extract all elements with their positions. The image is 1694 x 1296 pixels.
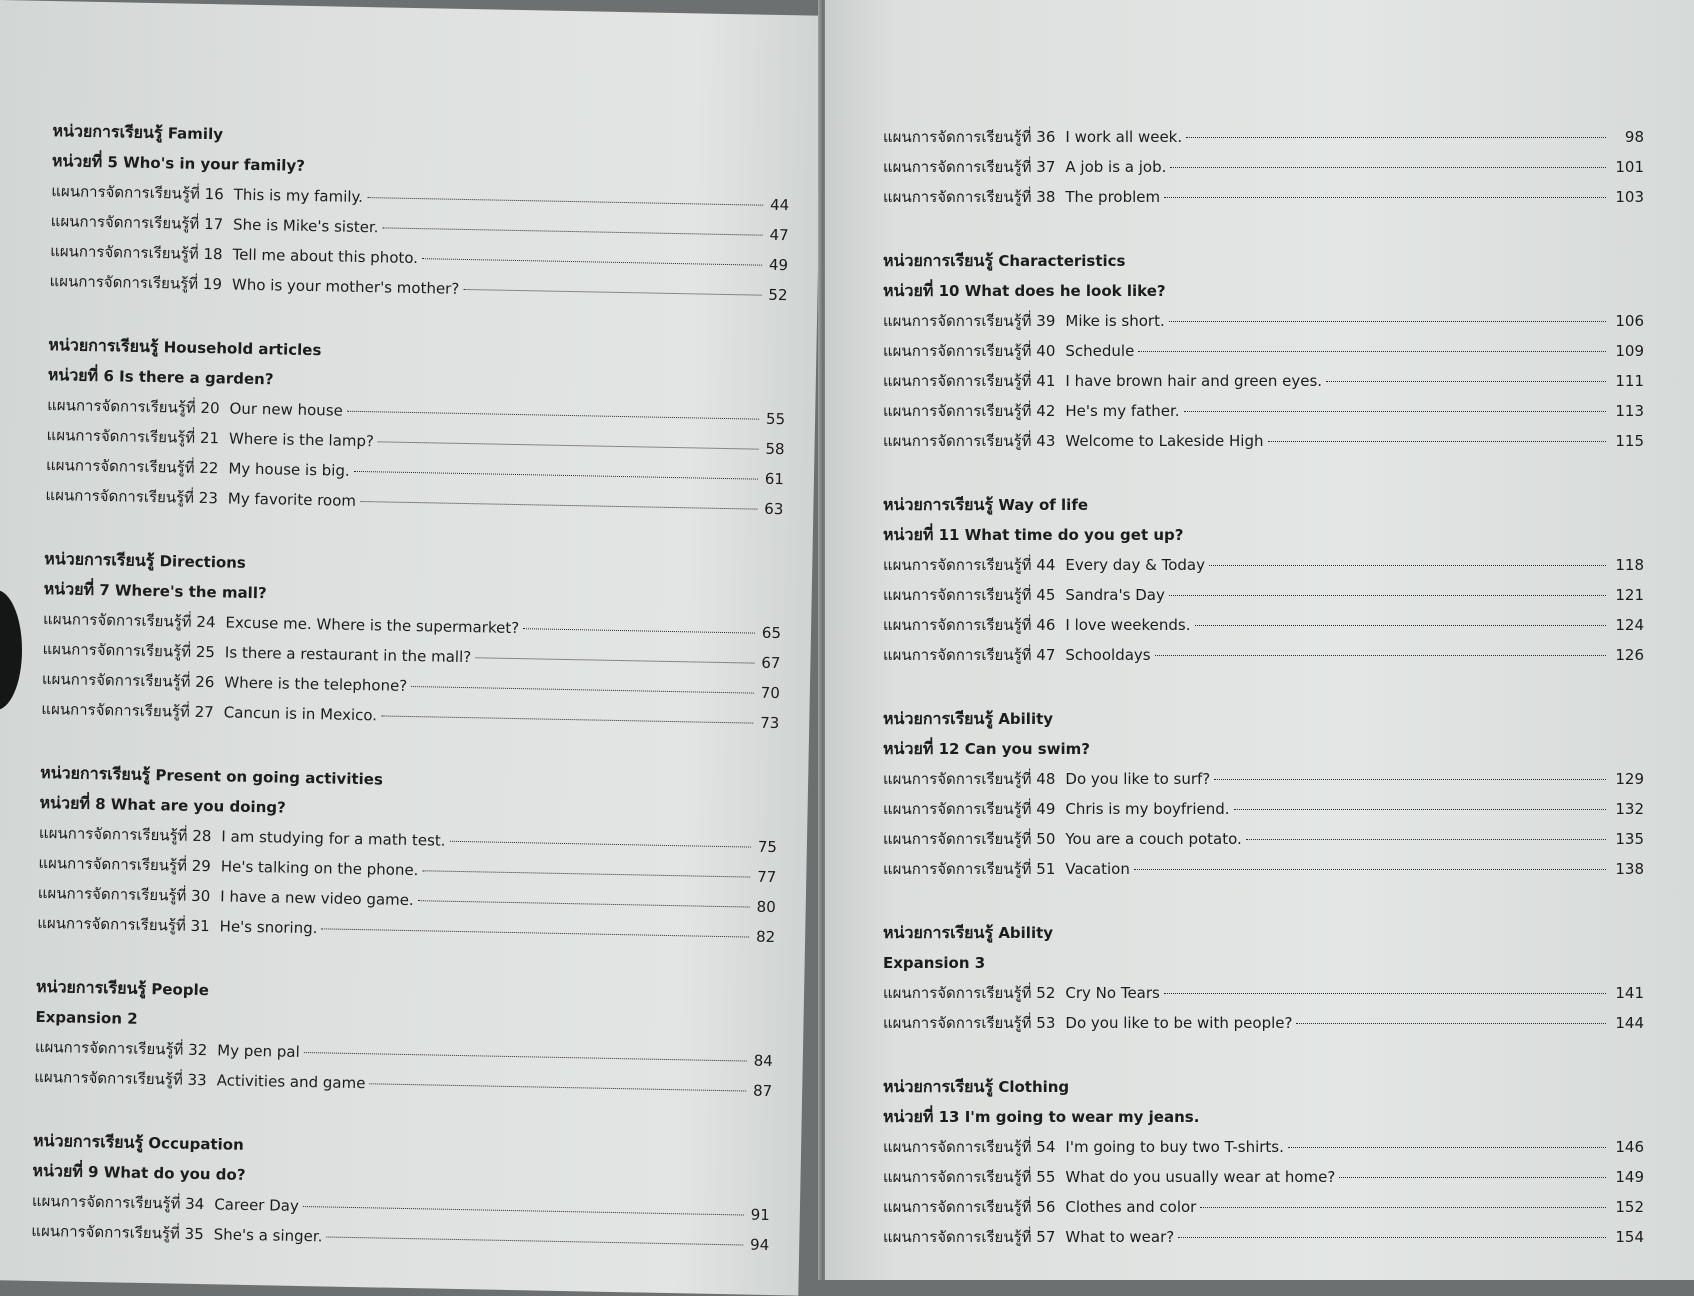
page-number: 121	[1615, 586, 1644, 604]
page-number: 61	[764, 469, 785, 489]
lesson-title: I love weekends.	[1065, 616, 1191, 634]
page-number: 75	[757, 837, 778, 857]
dot-leader	[360, 501, 757, 510]
lesson-title: This is my family.	[233, 185, 364, 207]
dot-leader	[411, 686, 754, 694]
lesson-title: I work all week.	[1065, 128, 1183, 146]
lesson-title: What do you usually wear at home?	[1065, 1168, 1336, 1186]
lesson-title: The problem	[1065, 188, 1161, 206]
toc-section	[883, 918, 1644, 1038]
unit-label: หน่วยการเรียนรู้	[883, 495, 994, 514]
toc-entry	[883, 306, 1644, 336]
lesson-plan-number: แผนการจัดการเรียนรู้ที่ 53	[883, 1014, 1056, 1032]
lesson-title: Tell me about this photo.	[232, 245, 419, 268]
lesson-plan-number: แผนการจัดการเรียนรู้ที่ 50	[883, 830, 1056, 848]
sub-unit-title: 7 Where's the mall?	[99, 581, 267, 603]
lesson-plan-number: แผนการจัดการเรียนรู้ที่ 44	[883, 556, 1056, 574]
toc-section	[49, 116, 790, 310]
toc-entry	[883, 610, 1644, 640]
lesson-plan-number: แผนการจัดการเรียนรู้ที่ 29	[38, 853, 211, 876]
lesson-plan-number: แผนการจัดการเรียนรู้ที่ 31	[37, 913, 210, 936]
page-number: 44	[769, 195, 790, 215]
unit-label: หน่วยการเรียนรู้	[883, 251, 994, 270]
sub-unit-heading	[883, 1102, 1644, 1132]
page-number: 63	[764, 499, 784, 519]
sub-unit-title: 13 I'm going to wear my jeans.	[938, 1108, 1200, 1126]
dot-leader	[463, 289, 761, 296]
sub-unit-label: หน่วยที่	[39, 792, 91, 813]
lesson-plan-number: แผนการจัดการเรียนรู้ที่ 39	[883, 312, 1056, 330]
dot-leader	[1195, 625, 1606, 626]
lesson-plan-number: แผนการจัดการเรียนรู้ที่ 43	[883, 432, 1056, 450]
dot-leader	[321, 928, 749, 937]
unit-label: หน่วยการเรียนรู้	[44, 548, 155, 571]
page-number: 118	[1615, 556, 1644, 574]
unit-label: หน่วยการเรียนรู้	[52, 121, 163, 143]
unit-title: Household articles	[163, 338, 322, 360]
sub-unit-title: 12 Can you swim?	[938, 740, 1090, 758]
dot-leader	[1186, 137, 1606, 138]
dot-leader	[1296, 1023, 1606, 1024]
sub-unit-heading	[883, 276, 1644, 306]
lesson-title: Mike is short.	[1065, 312, 1165, 330]
page-number: 146	[1615, 1138, 1644, 1156]
dot-leader	[369, 1083, 746, 1091]
page-number: 84	[753, 1051, 773, 1071]
page-number: 91	[750, 1205, 770, 1225]
lesson-title: My house is big.	[228, 459, 350, 480]
left-page	[0, 0, 823, 1296]
lesson-plan-number: แผนการจัดการเรียนรู้ที่ 19	[49, 272, 223, 294]
lesson-plan-number: แผนการจัดการเรียนรู้ที่ 57	[883, 1228, 1056, 1246]
page-number: 67	[761, 653, 781, 673]
lesson-plan-number: แผนการจัดการเรียนรู้ที่ 24	[42, 609, 216, 632]
page-number: 98	[1624, 128, 1644, 146]
lesson-title: I have brown hair and green eyes.	[1065, 372, 1323, 390]
unit-title: Occupation	[148, 1134, 244, 1154]
dot-leader	[475, 657, 754, 663]
toc-entry	[883, 366, 1644, 396]
toc-entry	[883, 978, 1644, 1008]
sub-unit-heading	[883, 948, 1644, 978]
unit-title: Characteristics	[998, 252, 1126, 270]
lesson-plan-number: แผนการจัดการเรียนรู้ที่ 30	[37, 883, 211, 906]
page-number: 87	[752, 1081, 773, 1101]
dot-leader	[1169, 321, 1606, 322]
unit-label: หน่วยการเรียนรู้	[35, 976, 147, 998]
toc-entry	[883, 854, 1644, 884]
page-number: 129	[1615, 770, 1644, 788]
lesson-title: Every day & Today	[1065, 556, 1205, 574]
lesson-title: A job is a job.	[1065, 158, 1167, 176]
toc-entry	[883, 1132, 1644, 1162]
lesson-title: Sandra's Day	[1065, 586, 1165, 604]
dot-leader	[304, 1052, 747, 1062]
lesson-title: He's my father.	[1065, 402, 1180, 420]
dot-leader	[1326, 381, 1606, 382]
toc-section	[31, 1126, 771, 1260]
sub-unit-title: 8 What are you doing?	[95, 794, 286, 817]
lesson-title: What to wear?	[1065, 1228, 1175, 1246]
lesson-plan-number: แผนการจัดการเรียนรู้ที่ 28	[38, 823, 212, 846]
unit-heading	[883, 918, 1644, 948]
lesson-title: Do you like to be with people?	[1065, 1014, 1293, 1032]
page-number: 152	[1615, 1198, 1644, 1216]
dot-leader	[1138, 351, 1606, 352]
lesson-plan-number: แผนการจัดการเรียนรู้ที่ 45	[883, 586, 1056, 604]
toc-section	[41, 544, 782, 738]
sub-unit-heading	[883, 734, 1644, 764]
lesson-plan-number: แผนการจัดการเรียนรู้ที่ 16	[51, 182, 224, 204]
lesson-plan-number: แผนการจัดการเรียนรู้ที่ 48	[883, 770, 1056, 788]
lesson-title: My pen pal	[217, 1041, 300, 1061]
dot-leader	[378, 441, 759, 449]
lesson-plan-number: แผนการจัดการเรียนรู้ที่ 37	[883, 158, 1056, 176]
toc-entry	[883, 580, 1644, 610]
right-page	[825, 0, 1694, 1280]
lesson-plan-number: แผนการจัดการเรียนรู้ที่ 38	[883, 188, 1056, 206]
lesson-title: Where is the lamp?	[228, 429, 375, 451]
lesson-title: Our new house	[229, 399, 344, 420]
dot-leader	[1288, 1147, 1606, 1148]
sub-unit-label: หน่วยที่	[883, 281, 934, 300]
page-number: 141	[1615, 984, 1644, 1002]
dot-leader	[354, 471, 758, 480]
sub-unit-label: หน่วยที่	[43, 578, 95, 599]
dot-leader	[347, 411, 759, 420]
page-number: 47	[769, 225, 789, 245]
toc-entry	[883, 550, 1644, 580]
toc-section	[883, 122, 1644, 212]
unit-label: หน่วยการเรียนรู้	[883, 1077, 994, 1096]
lesson-title: She is Mike's sister.	[232, 215, 379, 237]
lesson-plan-number: แผนการจัดการเรียนรู้ที่ 23	[45, 485, 219, 508]
lesson-plan-number: แผนการจัดการเรียนรู้ที่ 52	[883, 984, 1056, 1002]
toc-section	[883, 1072, 1644, 1252]
lesson-plan-number: แผนการจัดการเรียนรู้ที่ 26	[41, 669, 215, 692]
dot-leader	[1268, 441, 1606, 442]
lesson-title: Where is the telephone?	[224, 673, 408, 695]
page-number: 80	[756, 897, 776, 917]
page-number: 138	[1615, 860, 1644, 878]
page-number: 94	[749, 1235, 770, 1254]
unit-label: หน่วยการเรียนรู้	[39, 762, 151, 785]
toc-entry	[883, 182, 1644, 212]
lesson-plan-number: แผนการจัดการเรียนรู้ที่ 32	[34, 1037, 208, 1060]
lesson-plan-number: แผนการจัดการเรียนรู้ที่ 40	[883, 342, 1056, 360]
unit-label: หน่วยการเรียนรู้	[48, 334, 159, 357]
page-number: 113	[1615, 402, 1644, 420]
page-number: 135	[1615, 830, 1644, 848]
toc-entry	[883, 426, 1644, 456]
unit-title: Clothing	[998, 1078, 1070, 1096]
dot-leader	[422, 258, 762, 266]
lesson-title: My favorite room	[227, 489, 357, 510]
toc-entry	[883, 640, 1644, 670]
lesson-plan-number: แผนการจัดการเรียนรู้ที่ 21	[46, 425, 220, 448]
unit-label: หน่วยการเรียนรู้	[883, 923, 994, 942]
page-number: 52	[768, 285, 788, 305]
sub-unit-title: Expansion 3	[883, 954, 986, 972]
lesson-plan-number: แผนการจัดการเรียนรู้ที่ 18	[50, 242, 223, 264]
page-number: 65	[761, 623, 782, 643]
lesson-plan-number: แผนการจัดการเรียนรู้ที่ 49	[883, 800, 1056, 818]
sub-unit-title: 9 What do you do?	[87, 1162, 246, 1184]
page-number: 126	[1615, 646, 1644, 664]
lesson-title: Welcome to Lakeside High	[1065, 432, 1264, 450]
lesson-plan-number: แผนการจัดการเรียนรู้ที่ 36	[883, 128, 1056, 146]
lesson-title: Career Day	[214, 1195, 299, 1215]
page-number: 103	[1615, 188, 1644, 206]
toc-section	[883, 246, 1644, 456]
lesson-title: She's a singer.	[213, 1225, 323, 1246]
dot-leader	[523, 628, 755, 633]
lesson-title: Excuse me. Where is the supermarket?	[225, 613, 520, 638]
sub-unit-label: หน่วยที่	[883, 1107, 934, 1126]
lesson-title: Schooldays	[1065, 646, 1151, 664]
lesson-title: I'm going to buy two T-shirts.	[1065, 1138, 1284, 1156]
lesson-plan-number: แผนการจัดการเรียนรู้ที่ 46	[883, 616, 1056, 634]
lesson-plan-number: แผนการจัดการเรียนรู้ที่ 22	[45, 455, 219, 478]
dot-leader	[1339, 1177, 1606, 1178]
dot-leader	[1170, 167, 1606, 168]
dot-leader	[1164, 993, 1606, 994]
sub-unit-title: 10 What does he look like?	[938, 282, 1166, 300]
toc-entry	[883, 152, 1644, 182]
dot-leader	[1234, 809, 1606, 810]
lesson-plan-number: แผนการจัดการเรียนรู้ที่ 47	[883, 646, 1056, 664]
toc-section	[34, 972, 774, 1106]
toc-entry	[883, 794, 1644, 824]
dot-leader	[303, 1206, 744, 1215]
page-number: 55	[765, 409, 786, 429]
lesson-title: Activities and game	[216, 1071, 366, 1093]
lesson-title: I am studying for a math test.	[221, 827, 446, 850]
sub-unit-label: หน่วยที่	[32, 1160, 84, 1181]
dot-leader	[383, 227, 763, 235]
page-number: 82	[755, 927, 776, 947]
toc-section	[883, 490, 1644, 670]
unit-heading	[883, 490, 1644, 520]
toc-entry	[883, 122, 1644, 152]
unit-heading	[883, 1072, 1644, 1102]
dot-leader	[1209, 565, 1606, 566]
dot-leader	[1178, 1237, 1606, 1238]
page-number: 49	[768, 255, 789, 275]
toc-entry	[883, 1192, 1644, 1222]
page-number: 144	[1615, 1014, 1644, 1032]
sub-unit-heading	[883, 520, 1644, 550]
unit-title: Directions	[159, 552, 247, 572]
toc-section	[883, 704, 1644, 884]
dot-leader	[1164, 197, 1606, 198]
lesson-plan-number: แผนการจัดการเรียนรู้ที่ 25	[42, 639, 216, 662]
page-number: 106	[1615, 312, 1644, 330]
dot-leader	[422, 870, 750, 877]
dot-leader	[1169, 595, 1606, 596]
toc-entry	[883, 336, 1644, 366]
lesson-plan-number: แผนการจัดการเรียนรู้ที่ 55	[883, 1168, 1056, 1186]
lesson-plan-number: แผนการจัดการเรียนรู้ที่ 54	[883, 1138, 1056, 1156]
page-number: 73	[759, 713, 780, 733]
dot-leader	[1214, 779, 1606, 780]
lesson-title: Chris is my boyfriend.	[1065, 800, 1230, 818]
lesson-title: Is there a restaurant in the mall?	[224, 643, 472, 667]
dot-leader	[1134, 869, 1606, 870]
page-number: 115	[1615, 432, 1644, 450]
unit-title: People	[151, 980, 210, 1000]
lesson-title: He's talking on the phone.	[220, 857, 419, 880]
dot-leader	[326, 1236, 743, 1245]
lesson-plan-number: แผนการจัดการเรียนรู้ที่ 27	[41, 699, 214, 722]
unit-title: Way of life	[998, 496, 1089, 514]
dot-leader	[1184, 411, 1606, 412]
sub-unit-label: หน่วยที่	[883, 739, 934, 758]
lesson-plan-number: แผนการจัดการเรียนรู้ที่ 42	[883, 402, 1056, 420]
lesson-plan-number: แผนการจัดการเรียนรู้ที่ 17	[50, 212, 224, 234]
toc-section	[37, 758, 778, 952]
sub-unit-title: Expansion 2	[35, 1007, 138, 1028]
lesson-title: You are a couch potato.	[1065, 830, 1242, 848]
sub-unit-label: หน่วยที่	[47, 364, 99, 385]
toc-entry	[883, 1008, 1644, 1038]
dot-leader	[1200, 1207, 1606, 1208]
dot-leader	[367, 197, 763, 206]
lesson-plan-number: แผนการจัดการเรียนรู้ที่ 35	[31, 1221, 204, 1244]
page-number: 124	[1615, 616, 1644, 634]
lesson-title: He's snoring.	[219, 917, 318, 938]
lesson-title: Clothes and color	[1065, 1198, 1197, 1216]
unit-title: Ability	[998, 924, 1054, 942]
toc-entry	[883, 764, 1644, 794]
lesson-title: Schedule	[1065, 342, 1135, 360]
unit-heading	[883, 704, 1644, 734]
lesson-title: I have a new video game.	[220, 887, 414, 910]
page-number: 149	[1615, 1168, 1644, 1186]
page-number: 77	[757, 867, 777, 887]
lesson-title: Vacation	[1065, 860, 1130, 878]
lesson-plan-number: แผนการจัดการเรียนรู้ที่ 51	[883, 860, 1056, 878]
page-number: 70	[760, 683, 781, 703]
toc-entry	[883, 824, 1644, 854]
lesson-title: Cry No Tears	[1065, 984, 1160, 1002]
toc-section	[45, 330, 786, 524]
toc-entry	[883, 1222, 1644, 1252]
dot-leader	[450, 841, 751, 848]
lesson-title: Who is your mother's mother?	[231, 275, 460, 298]
unit-title: Ability	[998, 710, 1054, 728]
sub-unit-label: หน่วยที่	[883, 525, 934, 544]
sub-unit-title: 11 What time do you get up?	[938, 526, 1184, 544]
page-number: 111	[1615, 372, 1644, 390]
dot-leader	[1246, 839, 1606, 840]
lesson-plan-number: แผนการจัดการเรียนรู้ที่ 34	[31, 1191, 205, 1214]
page-number: 132	[1615, 800, 1644, 818]
toc-entry	[883, 1162, 1644, 1192]
sub-unit-title: 5 Who's in your family?	[107, 153, 306, 175]
unit-label: หน่วยการเรียนรู้	[32, 1130, 144, 1152]
lesson-plan-number: แผนการจัดการเรียนรู้ที่ 41	[883, 372, 1056, 390]
lesson-plan-number: แผนการจัดการเรียนรู้ที่ 33	[34, 1067, 207, 1090]
page-number: 109	[1615, 342, 1644, 360]
page-number: 154	[1615, 1228, 1644, 1246]
toc-entry	[883, 396, 1644, 426]
dot-leader	[418, 900, 750, 907]
lesson-plan-number: แผนการจัดการเรียนรู้ที่ 20	[47, 395, 220, 418]
dot-leader	[381, 715, 753, 723]
sub-unit-title: 6 Is there a garden?	[103, 367, 274, 389]
unit-heading	[883, 246, 1644, 276]
page-number: 58	[765, 439, 785, 459]
lesson-title: Do you like to surf?	[1065, 770, 1211, 788]
page-number: 101	[1615, 158, 1644, 176]
unit-title: Present on going activities	[155, 766, 384, 789]
sub-unit-label: หน่วยที่	[51, 151, 103, 171]
dot-leader	[1155, 655, 1606, 656]
lesson-plan-number: แผนการจัดการเรียนรู้ที่ 56	[883, 1198, 1056, 1216]
unit-title: Family	[167, 124, 224, 144]
lesson-title: Cancun is in Mexico.	[223, 703, 378, 725]
unit-label: หน่วยการเรียนรู้	[883, 709, 994, 728]
